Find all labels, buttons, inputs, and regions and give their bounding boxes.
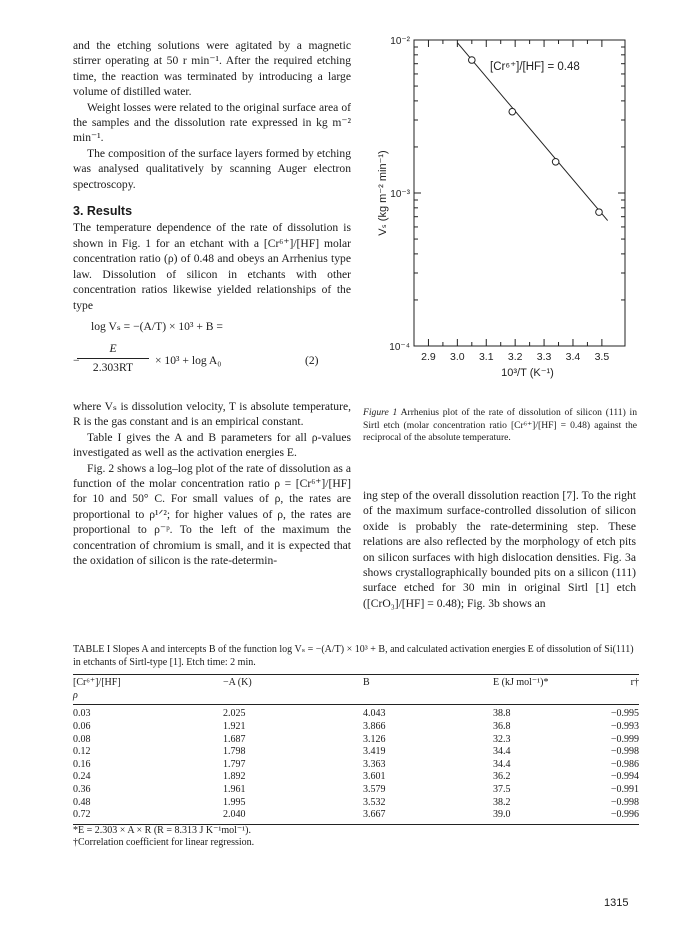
data-point (596, 209, 603, 216)
table-cell: 1.687 (223, 733, 246, 745)
table-footnote-1: *E = 2.303 × A × R (R = 8.313 J K⁻¹mol⁻¹). (73, 824, 252, 836)
data-point (509, 108, 516, 115)
table-caption: TABLE I Slopes A and intercepts B of the function log Vₛ = −(A/T) × 10³ + B, and calculated activation energies E of dissolution of Si(111) in etchants of Sirtl-type [1]. Etch time: 2 min. (73, 644, 634, 668)
table-row (73, 759, 639, 772)
plot-frame (414, 40, 625, 346)
x-tick-label: 3.2 (507, 351, 523, 363)
table-cell: 1.921 (223, 720, 246, 732)
table-cell: 38.2 (493, 796, 511, 808)
table-cell: 34.4 (493, 758, 511, 770)
table-row (73, 734, 639, 747)
table-cell: 2.040 (223, 809, 363, 824)
table-cell: −0.991 (610, 783, 639, 795)
table-cell: 0.24 (73, 771, 91, 783)
arrhenius-plot (372, 28, 642, 398)
table-cell: −0.996 (603, 809, 639, 824)
table-1 (73, 644, 639, 850)
table-cell: 0.03 (73, 708, 91, 720)
figure-1-chart (372, 28, 642, 398)
table-cell: 0.72 (73, 809, 223, 824)
table-row (73, 746, 639, 759)
table-row (73, 784, 639, 797)
table-cell: 1.797 (223, 758, 246, 770)
paragraph-table-ref: Table I gives the A and B parameters for all ρ-values investigated as well as the activation energies E. (73, 430, 351, 460)
left-text-column (73, 38, 351, 568)
table-cell: 0.48 (73, 796, 91, 808)
table-cell: 0.06 (73, 720, 91, 732)
table-row (73, 721, 639, 734)
y-tick-label: 10⁻⁴ (389, 342, 410, 353)
table-cell: 34.4 (493, 746, 511, 758)
table-cell: 3.419 (363, 746, 386, 758)
table-cell: 2.025 (223, 708, 246, 720)
table-row (73, 705, 639, 721)
x-tick-label: 2.9 (421, 351, 436, 363)
table-footnote-2: †Correlation coefficient for linear regression. (73, 837, 255, 849)
equation-line-1: log Vₛ = −(A/T) × 10³ + B = (91, 319, 223, 333)
table-cell: 3.601 (363, 771, 386, 783)
table-row (73, 797, 639, 810)
table-cell: 3.866 (363, 720, 386, 732)
table-cell: −0.994 (610, 771, 639, 783)
table-cell: −0.998 (610, 746, 639, 758)
table-cell: 3.579 (363, 783, 386, 795)
table-cell: −0.995 (610, 708, 639, 720)
table-cell: −0.999 (610, 733, 639, 745)
page-number: 1315 (604, 897, 629, 909)
table-cell: 32.3 (493, 733, 511, 745)
table-cell: 39.0 (493, 809, 603, 824)
table-row (73, 809, 639, 824)
right-text-column (363, 488, 636, 611)
paragraph-continued: ing step of the overall dissolution reaction [7]. To the right of the maximum surface-controlled dissolution of silicon oxide is probably the rate-determining step. These relations are also reflected by the morphology of etch pits on silicon surfaces with high dislocation densities. Fig. 3a shows crystallographically bounded pits on a silicon (111) surface etched for 30 min in original Sirtl [1] etch ([CrO₃]/[HF] = 0.48); Fig. 3b shows an (363, 489, 636, 610)
header-e: E (kJ mol⁻¹)* (493, 675, 603, 690)
table-cell: −0.993 (610, 720, 639, 732)
table-cell: 0.36 (73, 783, 91, 795)
equation-number: (2) (305, 353, 319, 367)
table-cell: 4.043 (363, 708, 386, 720)
y-tick-label: 10⁻³ (390, 189, 410, 200)
data-table (73, 674, 639, 825)
data-point (552, 158, 559, 165)
table-cell: 0.16 (73, 758, 91, 770)
table-cell: 36.2 (493, 771, 511, 783)
fraction-denominator: 2.303RT (92, 361, 134, 375)
x-tick-label: 3.1 (478, 351, 494, 363)
table-cell: 0.12 (73, 746, 91, 758)
caption-text: Arrhenius plot of the rate of dissolution of silicon (111) in Sirtl etch (molar concentration ratio [Cr⁶⁺]/[HF] = 0.48) against the reciprocal of the absolute temperature. (363, 407, 638, 444)
header-ratio: [Cr⁶⁺]/[HF] (73, 675, 223, 690)
data-point (469, 57, 476, 64)
x-tick-label: 3.5 (594, 351, 610, 363)
annotation-text: [Cr⁶⁺]/[HF] = 0.48 (490, 61, 580, 73)
x-tick-label: 3.4 (565, 351, 581, 363)
paragraph-definitions: where Vₛ is dissolution velocity, T is absolute temperature, R is the gas constant and is an empirical constant. (73, 399, 351, 429)
figure-1-caption (363, 407, 637, 445)
y-tick-label: 10⁻² (390, 36, 410, 47)
table-cell: 38.8 (493, 708, 511, 720)
table-cell: 3.667 (363, 809, 493, 824)
header-b: B (363, 675, 493, 690)
table-cell: 37.5 (493, 783, 511, 795)
table-row (73, 771, 639, 784)
subheader-rho: ρ (73, 690, 223, 705)
fraction-numerator: E (77, 341, 149, 359)
table-cell: 1.798 (223, 746, 246, 758)
table-cell: 1.961 (223, 783, 246, 795)
table-cell: 1.892 (223, 771, 246, 783)
paragraph-weight-losses: Weight losses were related to the original surface area of the samples and the dissolution rate expressed in kg m⁻² min⁻¹. (73, 100, 351, 145)
equation-line-2: × 10³ + log A₀ (155, 353, 222, 367)
x-tick-label: 3.0 (450, 351, 465, 363)
equation-minus: − (73, 353, 80, 367)
section-heading-results: 3. Results (73, 204, 133, 219)
paragraph-fig2: Fig. 2 shows a log–log plot of the rate of dissolution as a function of the molar concentration ratio ρ = [Cr⁶⁺]/[HF] for 10 and 50° C. For small values of ρ, the rates are proportional to ρ¹ᐟ²; for higher values of ρ, the rates are proportional to ρ⁻ᵖ. To the left of the maximum the concentration of chromium is small, and it is expected that the oxidation of silicon is the rate-determin- (73, 461, 351, 567)
x-axis-label: 10³/T (K⁻¹) (501, 367, 554, 379)
caption-label: Figure 1 (363, 407, 398, 418)
table-cell: 1.995 (223, 796, 246, 808)
table-cell: 3.363 (363, 758, 386, 770)
paragraph-etching: and the etching solutions were agitated by a magnetic stirrer operating at 50 r min⁻¹. After the required etching time, the reaction was terminated by introducing a large volume of distilled water. (73, 39, 351, 99)
header-a: −A (K) (223, 675, 363, 690)
table-cell: 0.08 (73, 733, 91, 745)
table-cell: 3.532 (363, 796, 386, 808)
paragraph-temperature-dependence: The temperature dependence of the rate of dissolution is shown in Fig. 1 for an etchant with a [Cr⁶⁺]/[HF] molar concentration ratio (ρ) of 0.48 and obeys an Arrhenius type law. Dissolution of silicon in etchants with other concentration ratios likewise yielded relationships of the type (73, 221, 351, 312)
table-cell: 36.8 (493, 720, 511, 732)
paragraph-composition: The composition of the surface layers formed by etching was analysed qualitatively by scanning Auger electron spectroscopy. (73, 146, 351, 191)
x-tick-label: 3.3 (536, 351, 552, 363)
equation-2 (73, 313, 351, 399)
table-cell: 3.126 (363, 733, 386, 745)
equation-fraction (77, 341, 149, 376)
table-cell: −0.998 (610, 796, 639, 808)
y-axis-label: Vₛ (kg m⁻² min⁻¹) (377, 150, 389, 236)
header-r: r† (603, 675, 639, 690)
table-cell: −0.986 (610, 758, 639, 770)
